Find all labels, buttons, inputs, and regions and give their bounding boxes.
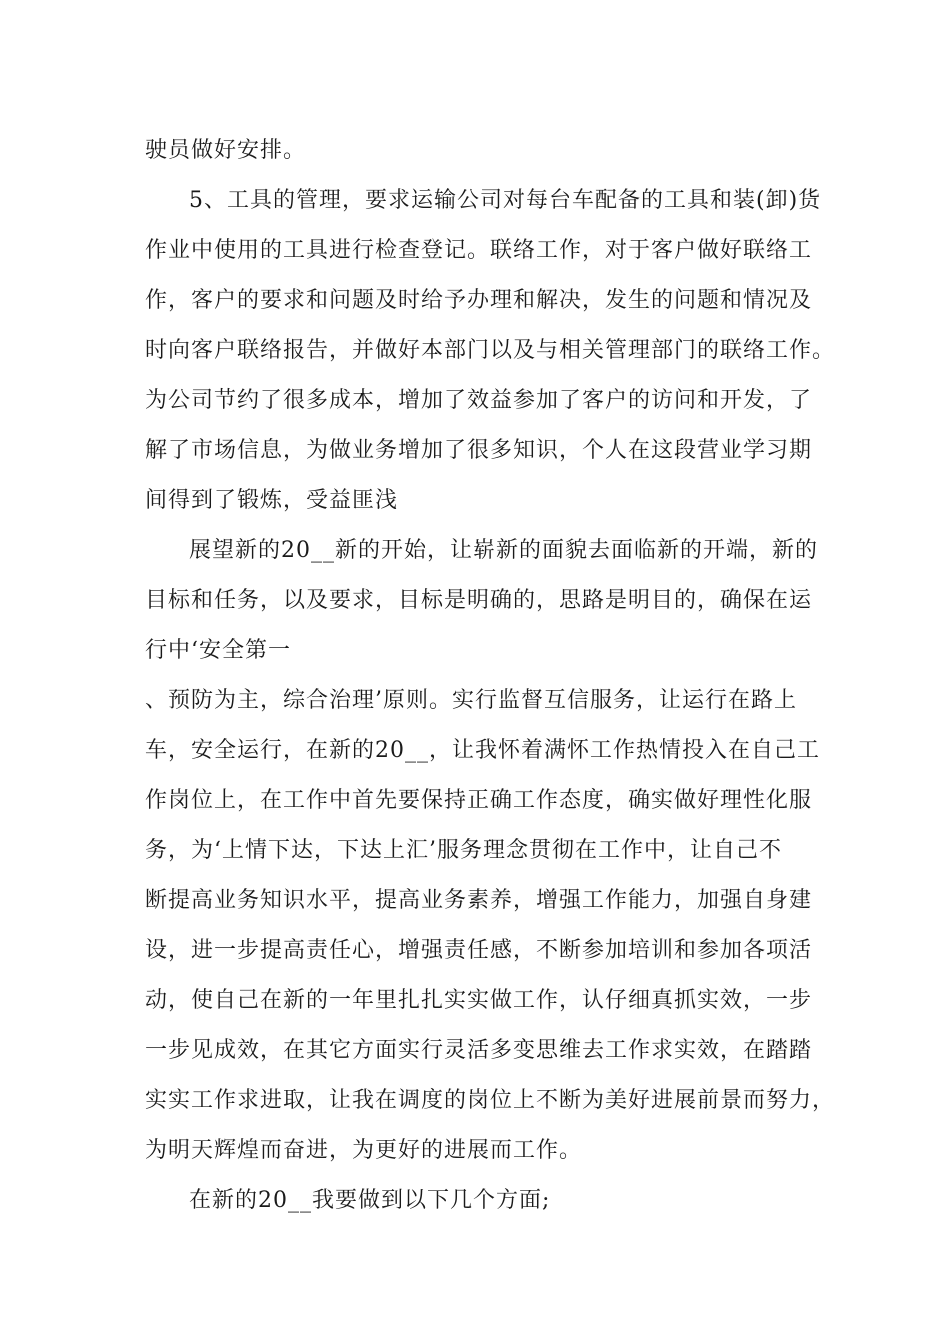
text-line: 设，进一步提高责任心，增强责任感，不断参加培训和参加各项活 <box>145 938 813 963</box>
text-line: 展望新的20__新的开始，让崭新的面貌去面临新的开端，新的 <box>189 538 818 563</box>
text-line: 断提高业务知识水平，提高业务素养，增强工作能力，加强自身建 <box>145 888 813 913</box>
text-line: 车，安全运行，在新的20__，让我怀着满怀工作热情投入在自己工 <box>145 738 820 763</box>
text-line: 一步见成效，在其它方面实行灵活多变思维去工作求实效，在踏踏 <box>145 1038 813 1063</box>
text-line: 作，客户的要求和问题及时给予办理和解决，发生的问题和情况及 <box>145 288 813 313</box>
text-line: 行中‘安全第一 <box>145 638 291 663</box>
text-line: 驶员做好安排。 <box>145 138 307 163</box>
text-line: 间得到了锻炼，受益匪浅 <box>145 488 399 513</box>
text-line: 作岗位上，在工作中首先要保持正确工作态度，确实做好理性化服 <box>145 788 813 813</box>
text-line: 动，使自己在新的一年里扎扎实实做工作，认仔细真抓实效，一步 <box>145 988 813 1013</box>
text-line: 务，为‘上情下达，下达上汇’服务理念贯彻在工作中，让自己不 <box>145 838 782 863</box>
text-line: 解了市场信息，为做业务增加了很多知识，个人在这段营业学习期 <box>145 438 813 463</box>
text-line: 为明天辉煌而奋进，为更好的进展而工作。 <box>145 1138 583 1163</box>
text-line: 5、工具的管理，要求运输公司对每台车配备的工具和装(卸)货 <box>189 188 822 213</box>
text-line: 实实工作求进取，让我在调度的岗位上不断为美好进展前景而努力， <box>145 1088 836 1113</box>
text-line: 作业中使用的工具进行检查登记。联络工作，对于客户做好联络工 <box>145 238 813 263</box>
text-line: 目标和任务，以及要求，目标是明确的，思路是明目的，确保在运 <box>145 588 813 613</box>
text-line: 为公司节约了很多成本，增加了效益参加了客户的访问和开发，了 <box>145 388 813 413</box>
text-line: 、预防为主，综合治理’原则。实行监督互信服务，让运行在路上 <box>145 688 797 713</box>
text-line: 时向客户联络报告，并做好本部门以及与相关管理部门的联络工作。 <box>145 338 836 363</box>
text-line: 在新的20__我要做到以下几个方面; <box>189 1188 551 1213</box>
